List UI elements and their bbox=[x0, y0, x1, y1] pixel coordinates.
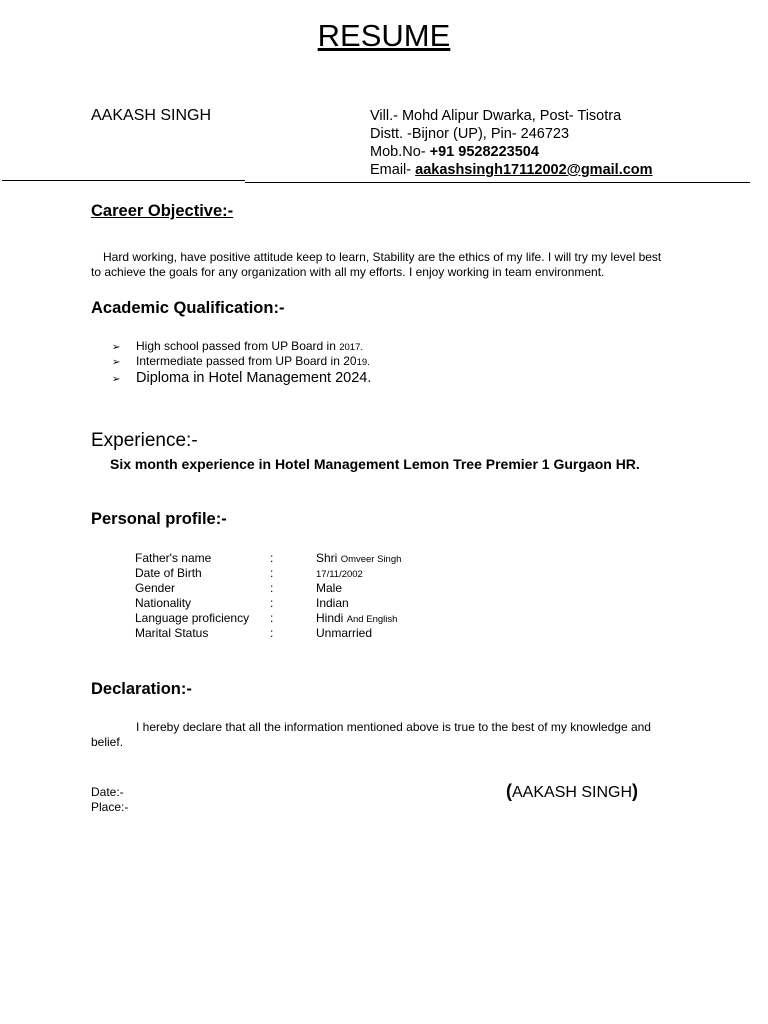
profile-colon: : bbox=[270, 581, 274, 595]
profile-label: Nationality bbox=[135, 596, 192, 610]
email-label: Email- bbox=[370, 162, 412, 178]
mobile-line bbox=[370, 144, 539, 160]
arrow-bullet-icon: ➢ bbox=[112, 374, 121, 385]
arrow-bullet-icon: ➢ bbox=[112, 342, 121, 353]
academic-item: ➢ High school passed from UP Board in 2017. bbox=[112, 339, 363, 353]
address-line-2: Distt. -Bijnor (UP), Pin- 246723 bbox=[370, 126, 570, 142]
header-divider-left bbox=[2, 180, 245, 181]
mobile-label: Mob.No- bbox=[370, 144, 426, 160]
profile-colon: : bbox=[270, 596, 274, 610]
signature-name: AAKASH SINGH bbox=[512, 784, 633, 801]
profile-colon: : bbox=[270, 566, 274, 580]
profile-value: Hindi And English bbox=[316, 611, 398, 625]
signature: (AAKASH SINGH) bbox=[506, 781, 639, 801]
experience-text: Six month experience in Hotel Management Lemon Tree Premier 1 Gurgaon HR. bbox=[110, 456, 640, 472]
profile-label: Language proficiency bbox=[135, 611, 250, 625]
profile-colon: : bbox=[270, 626, 274, 640]
profile-value: 17/11/2002 bbox=[316, 569, 363, 580]
profile-colon: : bbox=[270, 551, 274, 565]
academic-item: ➢ Diploma in Hotel Management 2024. bbox=[112, 370, 372, 386]
address-line-1: Vill.- Mohd Alipur Dwarka, Post- Tisotra bbox=[370, 108, 622, 124]
career-heading: Career Objective:- bbox=[91, 202, 234, 220]
profile-value: Male bbox=[316, 581, 343, 595]
arrow-bullet-icon: ➢ bbox=[112, 357, 121, 368]
profile-value: Indian bbox=[316, 596, 349, 610]
declaration-text: I hereby declare that all the information mentioned above is true to the best of my knowledge and belief. bbox=[91, 720, 651, 749]
profile-label: Date of Birth bbox=[135, 566, 202, 580]
experience-heading: Experience:- bbox=[91, 430, 198, 451]
profile-value: Shri Omveer Singh bbox=[316, 551, 402, 565]
place-label: Place:- bbox=[91, 800, 129, 814]
email-address[interactable]: aakashsingh17112002@gmail.com bbox=[415, 162, 653, 178]
personal-heading: Personal profile:- bbox=[91, 510, 227, 528]
date-label: Date:- bbox=[91, 785, 124, 799]
profile-label: Marital Status bbox=[135, 626, 209, 640]
profile-label: Father's name bbox=[135, 551, 212, 565]
declaration-heading: Declaration:- bbox=[91, 680, 192, 698]
profile-value: Unmarried bbox=[316, 626, 373, 640]
email-line bbox=[370, 162, 653, 178]
candidate-name: AAKASH SINGH bbox=[91, 107, 212, 124]
resume-title: RESUME bbox=[317, 18, 451, 53]
profile-colon: : bbox=[270, 611, 274, 625]
mobile-number: +91 9528223504 bbox=[429, 144, 539, 160]
profile-label: Gender bbox=[135, 581, 176, 595]
academic-item: ➢ Intermediate passed from UP Board in 2019. bbox=[112, 354, 370, 368]
header-divider-right bbox=[245, 182, 750, 183]
academic-heading: Academic Qualification:- bbox=[91, 299, 285, 317]
career-objective-text: Hard working, have positive attitude keep to learn, Stability are the ethics of my life. I will try my level best to achieve the goals for any organization with all my efforts. I enjoy working in team environment. bbox=[91, 250, 662, 279]
